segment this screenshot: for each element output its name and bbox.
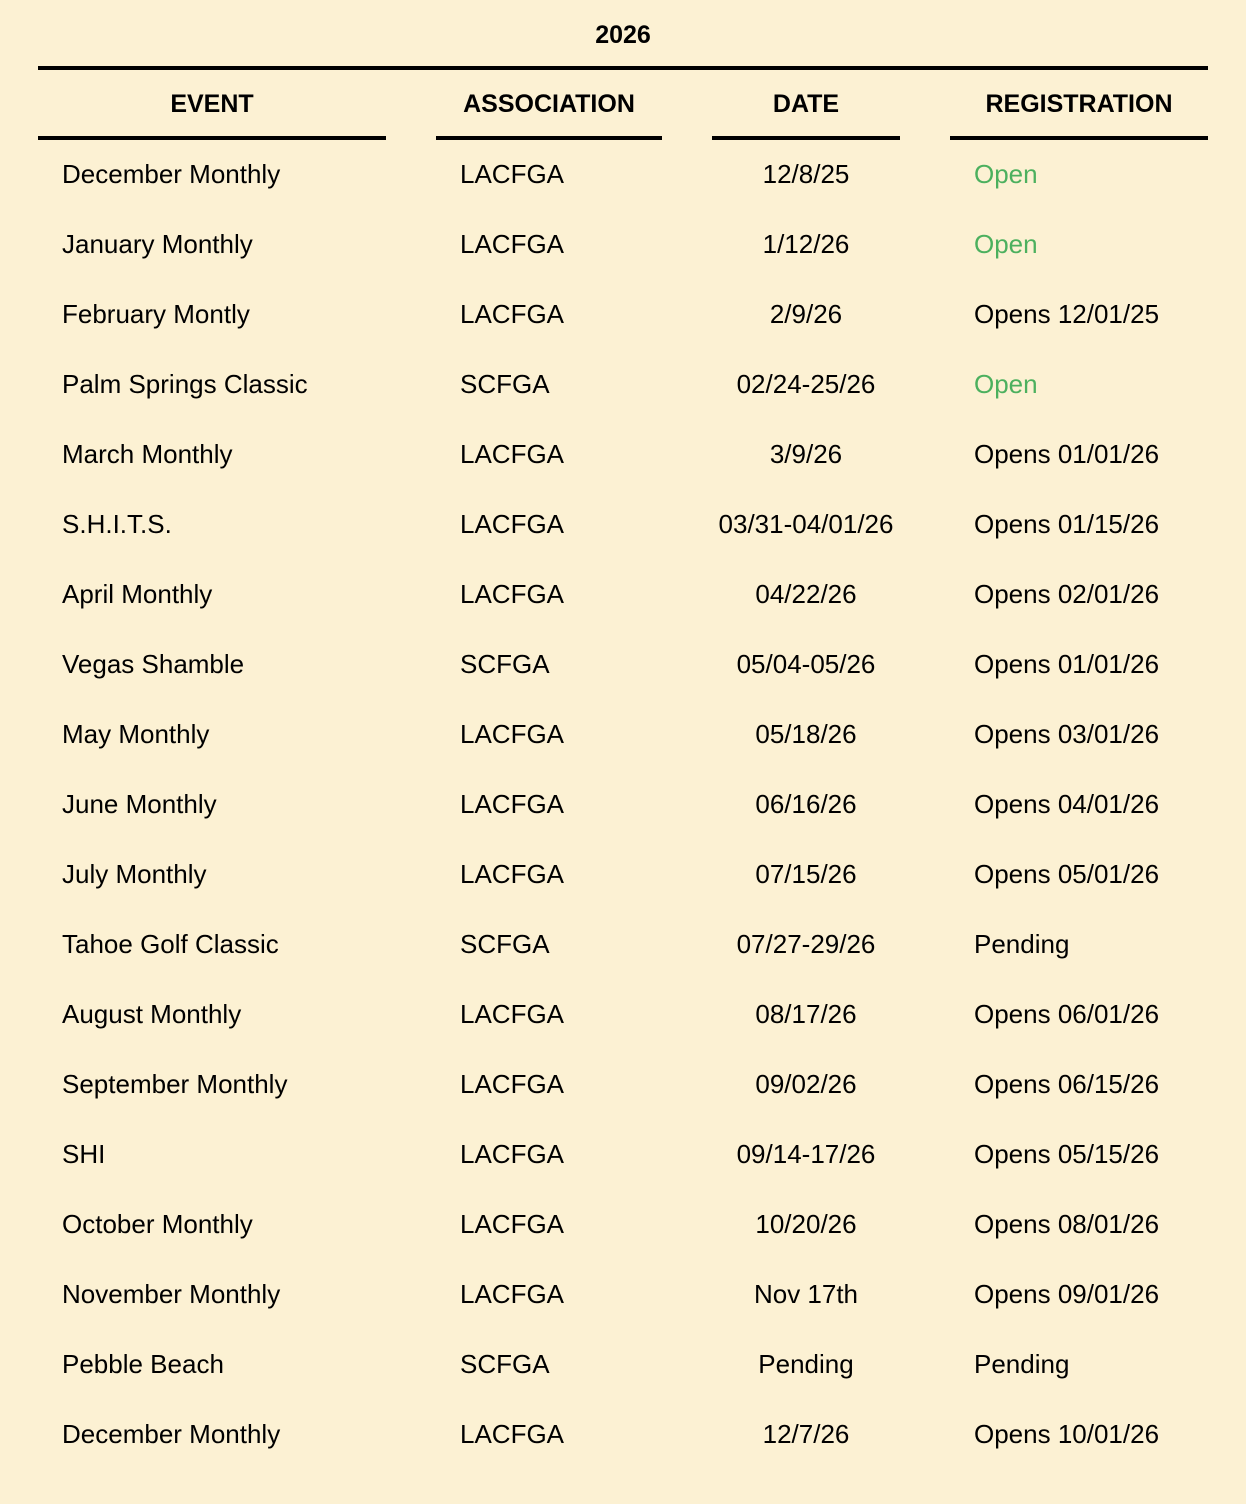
date-cell: 05/04-05/26 bbox=[736, 649, 876, 679]
association-cell: SCFGA bbox=[460, 649, 550, 679]
registration-cell: Opens 01/01/26 bbox=[974, 439, 1160, 469]
registration-cell: Opens 01/15/26 bbox=[974, 509, 1160, 539]
event-table-body bbox=[0, 140, 1246, 1470]
date-cell: 09/02/26 bbox=[755, 1069, 857, 1099]
schedule-title: 2026 bbox=[595, 21, 651, 49]
association-cell: LACFGA bbox=[460, 1209, 565, 1239]
association-cell: LACFGA bbox=[460, 439, 565, 469]
event-cell: June Monthly bbox=[62, 789, 217, 819]
association-cell: LACFGA bbox=[460, 859, 565, 889]
event-cell: Pebble Beach bbox=[62, 1349, 224, 1379]
column-header-event: EVENT bbox=[170, 90, 254, 118]
table-row bbox=[0, 490, 1246, 560]
table-row bbox=[0, 350, 1246, 420]
registration-cell: Opens 05/01/26 bbox=[974, 859, 1160, 889]
table-row bbox=[0, 700, 1246, 770]
date-cell: 1/12/26 bbox=[762, 229, 850, 259]
event-cell: April Monthly bbox=[62, 579, 213, 609]
association-cell: LACFGA bbox=[460, 1279, 565, 1309]
table-row bbox=[0, 1330, 1246, 1400]
date-cell: 12/7/26 bbox=[762, 1419, 850, 1449]
registration-cell: Opens 01/01/26 bbox=[974, 649, 1160, 679]
date-cell: 05/18/26 bbox=[755, 719, 857, 749]
event-cell: S.H.I.T.S. bbox=[62, 509, 172, 539]
event-cell: December Monthly bbox=[62, 1419, 281, 1449]
event-cell: November Monthly bbox=[62, 1279, 281, 1309]
association-cell: LACFGA bbox=[460, 789, 565, 819]
registration-cell: Opens 08/01/26 bbox=[974, 1209, 1160, 1239]
event-cell: Tahoe Golf Classic bbox=[62, 929, 279, 959]
event-cell: January Monthly bbox=[62, 229, 253, 259]
registration-cell: Opens 03/01/26 bbox=[974, 719, 1160, 749]
association-cell: SCFGA bbox=[460, 369, 550, 399]
registration-cell: Opens 10/01/26 bbox=[974, 1419, 1160, 1449]
registration-cell: Opens 05/15/26 bbox=[974, 1139, 1160, 1169]
event-cell: August Monthly bbox=[62, 999, 242, 1029]
event-cell: SHI bbox=[62, 1139, 106, 1169]
association-cell: SCFGA bbox=[460, 929, 550, 959]
table-row bbox=[0, 630, 1246, 700]
table-row bbox=[0, 560, 1246, 630]
registration-cell: Opens 06/01/26 bbox=[974, 999, 1160, 1029]
date-cell: Nov 17th bbox=[753, 1279, 859, 1309]
association-cell: LACFGA bbox=[460, 1419, 565, 1449]
date-cell: 12/8/25 bbox=[762, 159, 850, 189]
registration-cell: Pending bbox=[974, 929, 1070, 959]
event-cell: September Monthly bbox=[62, 1069, 288, 1099]
association-cell: LACFGA bbox=[460, 299, 565, 329]
column-header-date: DATE bbox=[772, 90, 840, 118]
event-cell: December Monthly bbox=[62, 159, 281, 189]
table-row bbox=[0, 1260, 1246, 1330]
date-cell: 09/14-17/26 bbox=[736, 1139, 876, 1169]
event-cell: July Monthly bbox=[62, 859, 207, 889]
association-cell: LACFGA bbox=[460, 159, 565, 189]
date-cell: 04/22/26 bbox=[755, 579, 857, 609]
association-cell: LACFGA bbox=[460, 1139, 565, 1169]
date-cell: 07/15/26 bbox=[755, 859, 857, 889]
event-cell: Palm Springs Classic bbox=[62, 369, 308, 399]
association-cell: LACFGA bbox=[460, 719, 565, 749]
table-row bbox=[0, 980, 1246, 1050]
registration-cell: Open bbox=[974, 159, 1038, 189]
table-row bbox=[0, 910, 1246, 980]
event-cell: October Monthly bbox=[62, 1209, 253, 1239]
table-row bbox=[0, 770, 1246, 840]
registration-cell: Opens 12/01/25 bbox=[974, 299, 1160, 329]
table-row bbox=[0, 840, 1246, 910]
registration-cell: Opens 04/01/26 bbox=[974, 789, 1160, 819]
date-cell: 08/17/26 bbox=[755, 999, 857, 1029]
registration-cell: Open bbox=[974, 369, 1038, 399]
event-cell: Vegas Shamble bbox=[62, 649, 245, 679]
column-header-association: ASSOCIATION bbox=[463, 90, 635, 118]
event-cell: February Montly bbox=[62, 299, 250, 329]
registration-cell: Opens 09/01/26 bbox=[974, 1279, 1160, 1309]
registration-cell: Opens 02/01/26 bbox=[974, 579, 1160, 609]
date-cell: 03/31-04/01/26 bbox=[718, 509, 894, 539]
date-cell: 2/9/26 bbox=[769, 299, 843, 329]
date-cell: 10/20/26 bbox=[755, 1209, 857, 1239]
registration-cell: Pending bbox=[974, 1349, 1070, 1379]
association-cell: LACFGA bbox=[460, 999, 565, 1029]
table-row bbox=[0, 280, 1246, 350]
table-row bbox=[0, 140, 1246, 210]
event-cell: March Monthly bbox=[62, 439, 233, 469]
table-row bbox=[0, 210, 1246, 280]
table-row bbox=[0, 1190, 1246, 1260]
table-row bbox=[0, 1120, 1246, 1190]
association-cell: LACFGA bbox=[460, 1069, 565, 1099]
registration-cell: Opens 06/15/26 bbox=[974, 1069, 1160, 1099]
association-cell: LACFGA bbox=[460, 229, 565, 259]
association-cell: LACFGA bbox=[460, 509, 565, 539]
date-cell: 02/24-25/26 bbox=[736, 369, 876, 399]
registration-cell: Open bbox=[974, 229, 1038, 259]
table-row bbox=[0, 1400, 1246, 1470]
date-cell: 06/16/26 bbox=[755, 789, 857, 819]
column-header-registration: REGISTRATION bbox=[985, 90, 1173, 118]
association-cell: SCFGA bbox=[460, 1349, 550, 1379]
table-row bbox=[0, 1050, 1246, 1120]
association-cell: LACFGA bbox=[460, 579, 565, 609]
title-divider bbox=[38, 66, 1208, 70]
date-cell: 3/9/26 bbox=[769, 439, 843, 469]
date-cell: Pending bbox=[758, 1349, 854, 1379]
table-row bbox=[0, 420, 1246, 490]
date-cell: 07/27-29/26 bbox=[736, 929, 876, 959]
event-cell: May Monthly bbox=[62, 719, 210, 749]
